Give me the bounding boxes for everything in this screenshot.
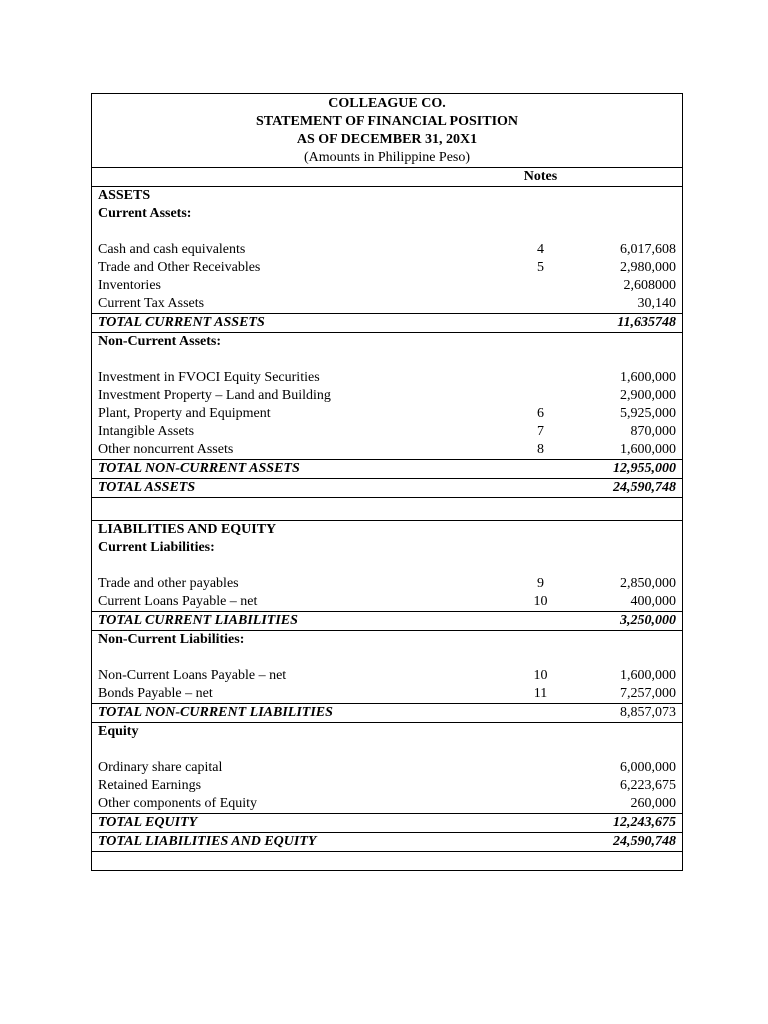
line-item-label: Ordinary share capital — [98, 760, 223, 775]
total-label: TOTAL EQUITY — [98, 815, 198, 830]
total-amount: 12,243,675 — [613, 815, 676, 830]
line-item-row — [92, 423, 682, 441]
line-item-label: Other components of Equity — [98, 796, 258, 811]
line-item-note: 10 — [533, 594, 548, 609]
noncurrent-liabilities-heading: Non-Current Liabilities: — [98, 632, 245, 647]
line-item-row — [92, 405, 682, 423]
line-item-row — [92, 685, 682, 703]
line-item-amount: 260,000 — [630, 796, 676, 811]
line-item-label: Current Tax Assets — [98, 296, 205, 311]
statement-date: AS OF DECEMBER 31, 20X1 — [296, 132, 478, 147]
line-item-amount: 2,850,000 — [620, 576, 676, 591]
line-item-label: Intangible Assets — [98, 424, 195, 439]
line-item-note: 11 — [533, 686, 548, 701]
line-item-row — [92, 441, 682, 459]
assets-heading-row — [92, 187, 682, 205]
line-item-note: 8 — [537, 442, 544, 457]
spacer — [92, 498, 682, 521]
liabilities-equity-heading: LIABILITIES AND EQUITY — [98, 522, 277, 537]
total-amount: 12,955,000 — [613, 461, 676, 476]
line-item-label: Other noncurrent Assets — [98, 442, 234, 457]
total-amount: 3,250,000 — [620, 613, 676, 628]
line-item-amount: 870,000 — [630, 424, 676, 439]
line-item-row — [92, 241, 682, 259]
line-item-row — [92, 777, 682, 795]
liabilities-equity-heading-row — [92, 521, 682, 539]
total-amount: 24,590,748 — [613, 480, 676, 495]
line-item-label: Trade and other payables — [98, 576, 239, 591]
statement-title: STATEMENT OF FINANCIAL POSITION — [255, 114, 519, 129]
assets-heading: ASSETS — [98, 188, 151, 203]
line-item-amount: 6,017,608 — [620, 242, 676, 257]
line-item-label: Bonds Payable – net — [98, 686, 213, 701]
line-item-row — [92, 277, 682, 295]
notes-column-header: Notes — [523, 169, 558, 184]
current-assets-heading: Current Assets: — [98, 206, 192, 221]
total-noncurrent-liabilities-row — [92, 703, 682, 723]
line-item-label: Investment in FVOCI Equity Securities — [98, 370, 320, 385]
line-item-note: 9 — [537, 576, 544, 591]
line-item-note: 6 — [537, 406, 544, 421]
total-current-liabilities-row — [92, 611, 682, 631]
line-item-row — [92, 295, 682, 313]
spacer — [92, 741, 682, 759]
current-liabilities-heading-row — [92, 539, 682, 557]
line-item-label: Cash and cash equivalents — [98, 242, 246, 257]
total-assets-row — [92, 479, 682, 498]
company-name: COLLEAGUE CO. — [328, 96, 446, 111]
line-item-row — [92, 667, 682, 685]
line-item-row — [92, 759, 682, 777]
line-item-amount: 400,000 — [630, 594, 676, 609]
total-label: TOTAL CURRENT ASSETS — [98, 315, 265, 330]
total-label: TOTAL CURRENT LIABILITIES — [98, 613, 298, 628]
total-amount: 24,590,748 — [613, 834, 676, 849]
spacer — [92, 649, 682, 667]
noncurrent-assets-heading-row — [92, 333, 682, 351]
line-item-amount: 2,980,000 — [620, 260, 676, 275]
line-item-label: Plant, Property and Equipment — [98, 406, 271, 421]
total-label: TOTAL NON-CURRENT ASSETS — [98, 461, 300, 476]
spacer — [92, 852, 682, 870]
spacer — [92, 351, 682, 369]
current-assets-heading-row — [92, 205, 682, 223]
financial-statement-table — [91, 93, 683, 871]
current-liabilities-heading: Current Liabilities: — [98, 540, 215, 555]
total-equity-row — [92, 813, 682, 833]
line-item-amount: 1,600,000 — [620, 442, 676, 457]
spacer — [92, 223, 682, 241]
line-item-row — [92, 593, 682, 611]
total-label: TOTAL ASSETS — [98, 480, 196, 495]
notes-header-row — [92, 168, 682, 187]
line-item-label: Investment Property – Land and Building — [98, 388, 331, 403]
line-item-label: Current Loans Payable – net — [98, 594, 258, 609]
noncurrent-liabilities-heading-row — [92, 631, 682, 649]
total-amount: 8,857,073 — [620, 705, 676, 720]
line-item-row — [92, 795, 682, 813]
line-item-label: Non-Current Loans Payable – net — [98, 668, 287, 683]
line-item-row — [92, 575, 682, 593]
line-item-row — [92, 369, 682, 387]
statement-header — [92, 94, 682, 168]
total-label: TOTAL NON-CURRENT LIABILITIES — [98, 705, 333, 720]
line-item-amount: 7,257,000 — [620, 686, 676, 701]
line-item-amount: 2,608000 — [623, 278, 676, 293]
line-item-amount: 30,140 — [637, 296, 676, 311]
line-item-row — [92, 259, 682, 277]
line-item-label: Trade and Other Receivables — [98, 260, 261, 275]
line-item-label: Inventories — [98, 278, 161, 293]
total-liabilities-equity-row — [92, 833, 682, 852]
total-label: TOTAL LIABILITIES AND EQUITY — [98, 834, 317, 849]
line-item-note: 10 — [533, 668, 548, 683]
total-current-assets-row — [92, 313, 682, 333]
line-item-amount: 6,223,675 — [620, 778, 676, 793]
line-item-note: 7 — [537, 424, 544, 439]
line-item-amount: 6,000,000 — [620, 760, 676, 775]
line-item-amount: 1,600,000 — [620, 370, 676, 385]
line-item-note: 4 — [537, 242, 544, 257]
line-item-row — [92, 387, 682, 405]
total-amount: 11,635748 — [617, 315, 676, 330]
total-noncurrent-assets-row — [92, 459, 682, 479]
line-item-amount: 5,925,000 — [620, 406, 676, 421]
line-item-amount: 2,900,000 — [620, 388, 676, 403]
line-item-note: 5 — [537, 260, 544, 275]
line-item-label: Retained Earnings — [98, 778, 202, 793]
equity-heading: Equity — [98, 724, 139, 739]
equity-heading-row — [92, 723, 682, 741]
line-item-amount: 1,600,000 — [620, 668, 676, 683]
currency-note: (Amounts in Philippine Peso) — [303, 150, 471, 165]
spacer — [92, 557, 682, 575]
noncurrent-assets-heading: Non-Current Assets: — [98, 334, 222, 349]
